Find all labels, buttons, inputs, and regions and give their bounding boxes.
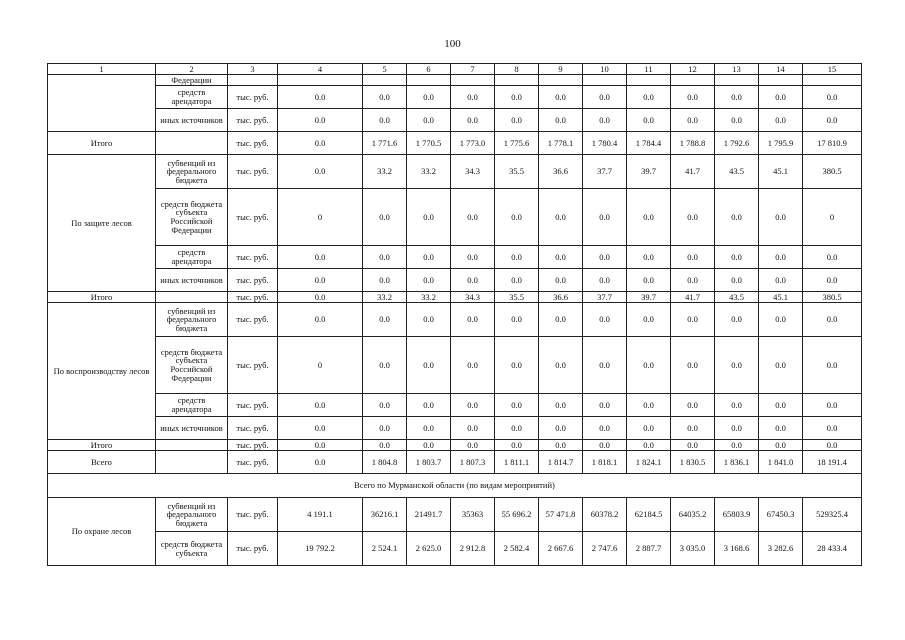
table-cell: 0.0 [278,155,363,189]
table-cell: 2 667.6 [539,532,583,566]
table-cell: 0.0 [539,269,583,292]
table-cell: 33.2 [407,155,451,189]
table-cell: 0.0 [671,417,715,440]
table-cell: 0.0 [278,132,363,155]
table-cell: 1 804.8 [363,451,407,474]
table-cell: 0.0 [363,86,407,109]
table-cell: 0.0 [627,86,671,109]
table-cell [759,75,803,86]
table-cell [156,440,228,451]
table-cell [583,75,627,86]
table-cell: тыс. руб. [228,109,278,132]
table-cell: иных источников [156,417,228,440]
table-cell: 0.0 [583,303,627,337]
table-cell: 1 807.3 [451,451,495,474]
table-cell: 1 830.5 [671,451,715,474]
table-cell: 0.0 [671,394,715,417]
section-banner: Всего по Мурманской области (по видам мероприятий) [48,474,862,498]
table-cell: 0.0 [407,440,451,451]
table-cell: 2 625.0 [407,532,451,566]
table-cell: 0.0 [715,109,759,132]
header-cell: 13 [715,64,759,75]
table-cell: 45.1 [759,292,803,303]
table-cell: средств бюджета субъекта Российской Федерации [156,337,228,394]
table-cell: 0.0 [671,440,715,451]
table-cell: Всего [48,451,156,474]
table-cell: 0 [803,189,862,246]
table-cell: 0.0 [495,109,539,132]
table-cell: 0.0 [627,440,671,451]
table-cell: 0.0 [627,394,671,417]
table-cell: 19 792.2 [278,532,363,566]
table-cell: 0.0 [715,440,759,451]
table-cell [156,132,228,155]
table-cell: 0.0 [627,337,671,394]
page-number: 100 [444,38,461,50]
table-cell: 0.0 [451,269,495,292]
table-cell: 0.0 [539,337,583,394]
table-cell: тыс. руб. [228,86,278,109]
table-cell: 0.0 [495,337,539,394]
table-cell: 0.0 [803,394,862,417]
table-cell: 0.0 [627,269,671,292]
table-cell: 1 841.0 [759,451,803,474]
table-cell: 2 887.7 [627,532,671,566]
table-row [48,132,862,155]
table-cell: 0.0 [627,109,671,132]
table-cell: 0.0 [363,394,407,417]
table-cell: По защите лесов [48,155,156,292]
header-cell: 1 [48,64,156,75]
table-cell: 0.0 [278,440,363,451]
table-row [48,303,862,337]
table-cell: 1 775.6 [495,132,539,155]
table-cell: 1 788.8 [671,132,715,155]
table-cell: 0.0 [759,189,803,246]
table-cell: 0.0 [363,189,407,246]
table-cell: 0.0 [671,109,715,132]
table-cell: 36.6 [539,155,583,189]
table-cell: 0.0 [627,189,671,246]
table-cell: 0.0 [715,394,759,417]
table-cell: 1 803.7 [407,451,451,474]
table-cell: тыс. руб. [228,155,278,189]
table-cell: 0.0 [278,451,363,474]
section-banner-row [48,474,862,498]
table-cell: 0.0 [671,189,715,246]
table-cell: 36.6 [539,292,583,303]
table-cell: 37.7 [583,292,627,303]
budget-table [47,63,862,566]
table-cell: 0.0 [583,417,627,440]
table-cell [715,75,759,86]
table-cell: 0.0 [539,189,583,246]
table-cell: субвенций из федерального бюджета [156,303,228,337]
table-cell [228,75,278,86]
table-cell: 0.0 [278,269,363,292]
table-cell [156,451,228,474]
header-cell: 11 [627,64,671,75]
table-cell: 35.5 [495,155,539,189]
table-row [48,498,862,532]
table-cell: 0.0 [759,417,803,440]
table-cell: 0.0 [583,269,627,292]
table-cell: 0.0 [715,417,759,440]
table-cell: 0.0 [407,86,451,109]
table-cell: 1 784.4 [627,132,671,155]
table-cell: 3 168.6 [715,532,759,566]
table-cell: 0.0 [583,440,627,451]
table-cell: 0.0 [583,189,627,246]
table-cell: 1 778.1 [539,132,583,155]
table-cell: 0.0 [363,303,407,337]
table-cell: 1 770.5 [407,132,451,155]
table-cell: иных источников [156,269,228,292]
table-cell: средств арендатора [156,246,228,269]
table-cell: тыс. руб. [228,451,278,474]
table-cell: 529325.4 [803,498,862,532]
table-cell: средств арендатора [156,394,228,417]
table-cell: 0.0 [278,303,363,337]
table-cell: тыс. руб. [228,498,278,532]
table-cell: 0 [278,189,363,246]
table-cell: 0.0 [278,109,363,132]
table-cell [627,75,671,86]
table-cell: 0.0 [278,292,363,303]
table-cell: 0.0 [495,394,539,417]
table-cell: 0.0 [407,269,451,292]
table-cell: 0.0 [363,417,407,440]
table-cell: 1 773.0 [451,132,495,155]
table-cell: 41.7 [671,155,715,189]
table-cell: 0.0 [451,189,495,246]
table-cell: 41.7 [671,292,715,303]
table-cell: 0.0 [803,303,862,337]
table-cell: По воспроизводству лесов [48,303,156,440]
table-cell [539,75,583,86]
table-row [48,246,862,269]
table-cell: 0.0 [451,440,495,451]
header-cell: 15 [803,64,862,75]
header-cell: 10 [583,64,627,75]
table-cell: 0.0 [363,440,407,451]
table-cell: 0.0 [539,109,583,132]
table-cell: 0.0 [759,246,803,269]
table-cell: 0.0 [803,337,862,394]
table-cell: тыс. руб. [228,394,278,417]
table-cell: тыс. руб. [228,337,278,394]
table-cell: 0.0 [671,337,715,394]
table-cell: 0.0 [495,269,539,292]
table-cell: 3 282.6 [759,532,803,566]
table-cell: 0.0 [671,303,715,337]
table-cell: 33.2 [407,292,451,303]
table-cell: 0.0 [803,269,862,292]
table-cell: 0.0 [715,269,759,292]
table-cell: 0.0 [539,86,583,109]
table-cell: 39.7 [627,155,671,189]
table-cell: 0.0 [759,303,803,337]
table-cell: 57 471.8 [539,498,583,532]
table-cell: 0.0 [407,394,451,417]
table-row [48,532,862,566]
table-cell: 0.0 [583,246,627,269]
table-cell: тыс. руб. [228,532,278,566]
table-cell: 0.0 [363,109,407,132]
header-cell: 8 [495,64,539,75]
table-cell: 1 771.6 [363,132,407,155]
table-cell: 0.0 [583,86,627,109]
header-cell: 12 [671,64,715,75]
table-cell: 0.0 [407,246,451,269]
table-cell: 0.0 [363,337,407,394]
table-cell: 0.0 [407,303,451,337]
table-cell: средств бюджета субъекта Российской Федерации [156,189,228,246]
table-cell: 0.0 [803,109,862,132]
header-cell: 2 [156,64,228,75]
table-cell: 3 035.0 [671,532,715,566]
table-cell: 0.0 [715,246,759,269]
table-row [48,440,862,451]
header-cell: 7 [451,64,495,75]
table-row [48,189,862,246]
table-cell: 0.0 [803,440,862,451]
table-cell: 43.5 [715,155,759,189]
table-cell: 0.0 [759,109,803,132]
table-cell: 17 810.9 [803,132,862,155]
table-cell: 0.0 [451,246,495,269]
table-cell: 67450.3 [759,498,803,532]
table-cell: 0.0 [495,189,539,246]
table-row [48,269,862,292]
table-row [48,75,862,86]
table-cell: 0.0 [451,86,495,109]
table-cell: 33.2 [363,292,407,303]
table-cell: 1 824.1 [627,451,671,474]
table-cell: 0.0 [363,246,407,269]
table-row [48,292,862,303]
table-cell: 0.0 [627,417,671,440]
header-cell: 9 [539,64,583,75]
table-cell: 34.3 [451,292,495,303]
header-cell: 3 [228,64,278,75]
table-cell: 2 747.6 [583,532,627,566]
table-cell: 0.0 [759,86,803,109]
table-cell: 2 524.1 [363,532,407,566]
table-cell: тыс. руб. [228,132,278,155]
table-cell: иных источников [156,109,228,132]
header-cell: 6 [407,64,451,75]
table-cell: 21491.7 [407,498,451,532]
table-cell [156,292,228,303]
table-cell: тыс. руб. [228,440,278,451]
table-cell: 0.0 [278,417,363,440]
table-cell: 65803.9 [715,498,759,532]
table-cell [363,75,407,86]
table-cell: 45.1 [759,155,803,189]
table-cell [803,75,862,86]
table-row [48,394,862,417]
table-cell: 4 191.1 [278,498,363,532]
table-cell: 380.5 [803,155,862,189]
table-cell: 0.0 [451,417,495,440]
table-cell: 0 [278,337,363,394]
table-row [48,337,862,394]
table-cell: 0.0 [759,394,803,417]
table-cell: 1 795.9 [759,132,803,155]
table-cell: 36216.1 [363,498,407,532]
table-row [48,451,862,474]
table-cell: 0.0 [363,269,407,292]
table-cell: 0.0 [671,246,715,269]
table-cell: 0.0 [671,269,715,292]
table-cell: 43.5 [715,292,759,303]
table-cell: 0.0 [539,417,583,440]
table-cell: тыс. руб. [228,269,278,292]
table-cell: 1 814.7 [539,451,583,474]
table-cell: 62184.5 [627,498,671,532]
table-cell: 0.0 [495,246,539,269]
table-cell: 1 811.1 [495,451,539,474]
table-cell: 28 433.4 [803,532,862,566]
table-cell: 0.0 [278,246,363,269]
table-cell: 1 836.1 [715,451,759,474]
table-cell: 0.0 [759,269,803,292]
table-cell [671,75,715,86]
table-row [48,417,862,440]
table-cell: 0.0 [539,440,583,451]
table-cell: субвенций из федерального бюджета [156,155,228,189]
table-cell: тыс. руб. [228,246,278,269]
table-cell: 0.0 [539,303,583,337]
table-cell: 0.0 [278,86,363,109]
table-cell: 380.5 [803,292,862,303]
table-row [48,86,862,109]
table-cell: 0.0 [803,246,862,269]
table-cell: 39.7 [627,292,671,303]
header-cell: 4 [278,64,363,75]
table-cell: 0.0 [583,394,627,417]
table-cell: По охране лесов [48,498,156,566]
header-cell: 14 [759,64,803,75]
table-cell: 0.0 [759,440,803,451]
table-cell: 0.0 [803,86,862,109]
table-cell: 0.0 [407,337,451,394]
table-cell: 0.0 [407,189,451,246]
table-cell: 60378.2 [583,498,627,532]
table-cell: 2 582.4 [495,532,539,566]
table-cell: 0.0 [715,337,759,394]
table-cell: 0.0 [671,86,715,109]
table-cell: 0.0 [495,86,539,109]
table-cell: 0.0 [495,303,539,337]
table-cell [495,75,539,86]
table-cell: 0.0 [539,246,583,269]
table-cell: 0.0 [627,303,671,337]
table-cell [48,75,156,132]
table-cell: 0.0 [715,189,759,246]
table-row [48,109,862,132]
table-cell: 0.0 [495,440,539,451]
table-cell: средств арендатора [156,86,228,109]
table-cell: тыс. руб. [228,417,278,440]
table-cell: 0.0 [583,337,627,394]
table-row [48,155,862,189]
table-cell: 64035.2 [671,498,715,532]
table-cell [278,75,363,86]
table-cell: субвенций из федерального бюджета [156,498,228,532]
table-cell: 0.0 [407,417,451,440]
table-cell: 0.0 [407,109,451,132]
table-cell: 0.0 [715,303,759,337]
table-cell: 55 696.2 [495,498,539,532]
table-cell: 0.0 [715,86,759,109]
table-cell: Итого [48,132,156,155]
table-cell: 0.0 [451,394,495,417]
table-cell: 34.3 [451,155,495,189]
table-cell: 1 792.6 [715,132,759,155]
table-cell: 35363 [451,498,495,532]
table-cell: 0.0 [627,246,671,269]
table-cell: 0.0 [539,394,583,417]
table-cell: тыс. руб. [228,189,278,246]
table-cell: 18 191.4 [803,451,862,474]
table-cell: 0.0 [583,109,627,132]
table-cell: 0.0 [451,303,495,337]
table-cell: Итого [48,440,156,451]
table-cell: 35.5 [495,292,539,303]
table-cell: 0.0 [759,337,803,394]
table-cell: 1 780.4 [583,132,627,155]
table-cell: 0.0 [278,394,363,417]
table-cell [451,75,495,86]
table-cell: 37.7 [583,155,627,189]
table-cell: Итого [48,292,156,303]
table-cell: средств бюджета субъекта [156,532,228,566]
table-cell: 1 818.1 [583,451,627,474]
table-cell: 33.2 [363,155,407,189]
table-cell: 2 912.8 [451,532,495,566]
table-cell: 0.0 [451,109,495,132]
table-cell: 0.0 [451,337,495,394]
table-cell: Федерации [156,75,228,86]
table-cell: 0.0 [803,417,862,440]
header-row [48,64,862,75]
table-cell: 0.0 [495,417,539,440]
table-cell [407,75,451,86]
header-cell: 5 [363,64,407,75]
table-cell: тыс. руб. [228,303,278,337]
table-cell: тыс. руб. [228,292,278,303]
